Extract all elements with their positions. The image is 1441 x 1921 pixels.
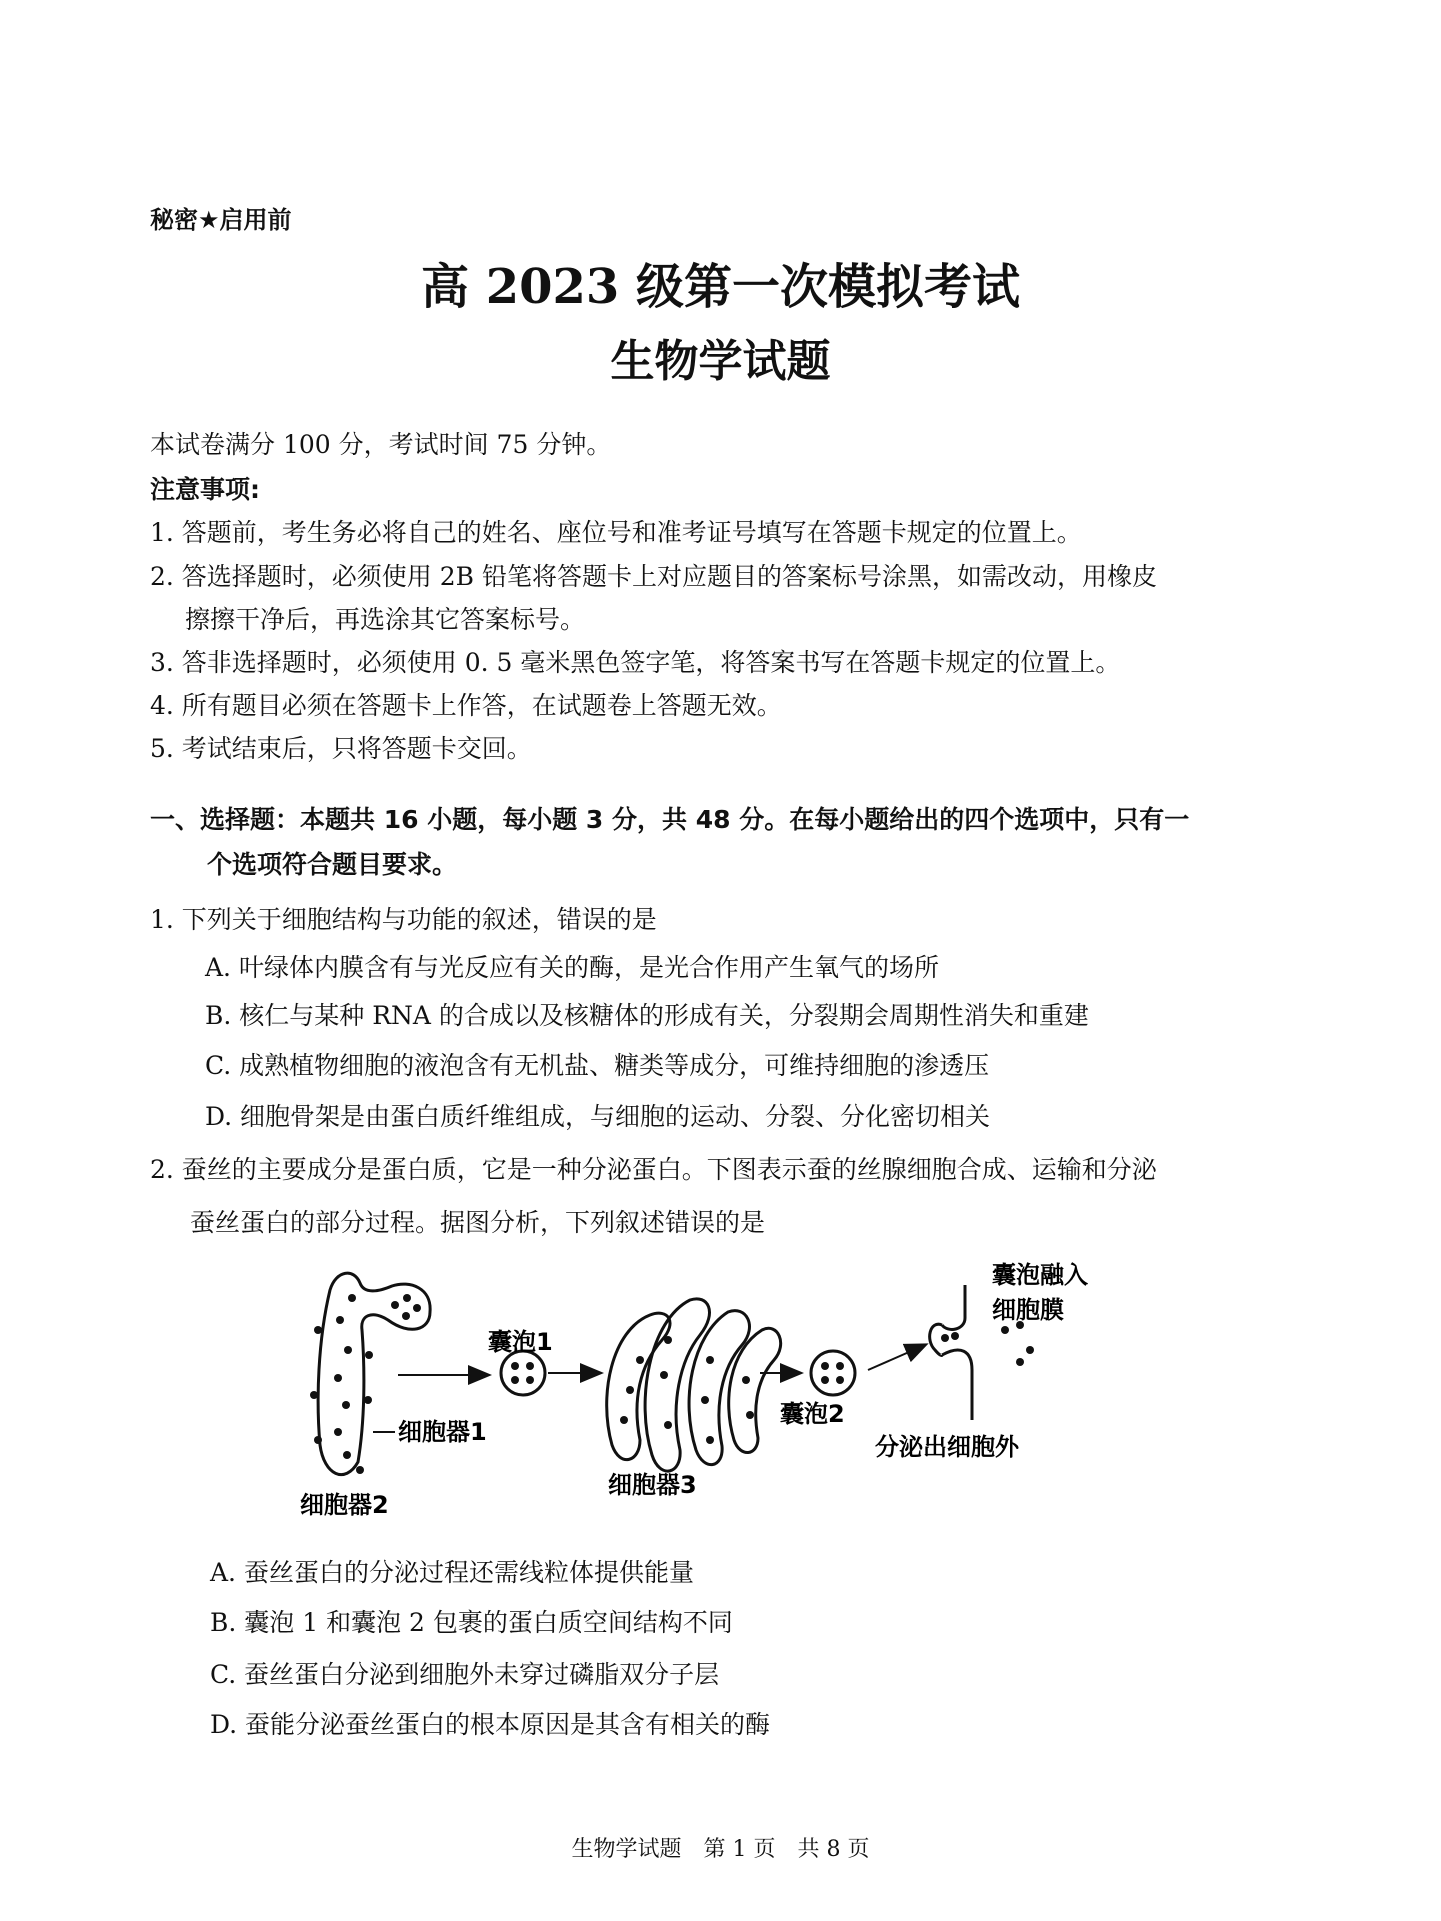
q2-option-a: A. 蚕丝蛋白的分泌过程还需线粒体提供能量 <box>210 1558 694 1587</box>
label-fuse-line-2: 细胞膜 <box>992 1296 1064 1324</box>
page-footer: 生物学试题 第 1 页 共 8 页 <box>571 1837 870 1862</box>
label-vesicle-1: 囊泡1 <box>488 1328 553 1356</box>
golgi-apparatus-shape <box>607 1299 781 1471</box>
vesicle-1-shape <box>501 1351 545 1395</box>
q1-option-b: B. 核仁与某种 RNA 的合成以及核糖体的形成有关，分裂期会周期性消失和重建 <box>205 1001 1089 1030</box>
question-2-stem-cont: 蚕丝蛋白的部分过程。据图分析，下列叙述错误的是 <box>190 1208 766 1237</box>
notice-item: 2. 答选择题时，必须使用 2B 铅笔将答题卡上对应题目的答案标号涂黑，如需改动，用橡皮 <box>150 562 1157 591</box>
cell-membrane-shape <box>930 1285 972 1420</box>
notice-item: 5. 考试结束后，只将答题卡交回。 <box>150 734 532 763</box>
label-organelle-1: 细胞器1 <box>398 1418 487 1446</box>
label-fuse-line-1: 囊泡融入 <box>992 1261 1088 1289</box>
q1-option-c: C. 成熟植物细胞的液泡含有无机盐、糖类等成分，可维持细胞的渗透压 <box>205 1051 990 1080</box>
exam-subtitle: 生物学试题 <box>610 336 831 387</box>
q2-option-d: D. 蚕能分泌蚕丝蛋白的根本原因是其含有相关的酶 <box>210 1710 771 1739</box>
exam-title: 高 2023 级第一次模拟考试 <box>420 259 1021 315</box>
label-secrete: 分泌出细胞外 <box>875 1433 1019 1461</box>
question-1-stem: 1. 下列关于细胞结构与功能的叙述，错误的是 <box>150 905 657 934</box>
notice-item: 1. 答题前，考生务必将自己的姓名、座位号和准考证号填写在答题卡规定的位置上。 <box>150 518 1082 547</box>
notice-item: 3. 答非选择题时，必须使用 0. 5 毫米黑色签字笔，将答案书写在答题卡规定的位置上。 <box>150 648 1121 677</box>
q2-option-b: B. 囊泡 1 和囊泡 2 包裹的蛋白质空间结构不同 <box>210 1608 733 1637</box>
q1-option-d: D. 细胞骨架是由蛋白质纤维组成，与细胞的运动、分裂、分化密切相关 <box>205 1102 991 1131</box>
question-2-stem: 2. 蚕丝的主要成分是蛋白质，它是一种分泌蛋白。下图表示蚕的丝腺细胞合成、运输和分泌 <box>150 1155 1157 1184</box>
vesicle-2-shape <box>811 1351 855 1395</box>
notice-item: 擦擦干净后，再选涂其它答案标号。 <box>185 605 586 634</box>
notice-heading: 注意事项: <box>150 475 260 504</box>
section-heading: 一、选择题：本题共 16 小题，每小题 3 分，共 48 分。在每小题给出的四个选项中，只有一 <box>150 805 1190 834</box>
label-organelle-2: 细胞器2 <box>300 1491 389 1519</box>
section-heading-cont: 个选项符合题目要求。 <box>207 850 458 879</box>
label-organelle-3: 细胞器3 <box>608 1471 697 1499</box>
label-vesicle-2: 囊泡2 <box>780 1400 845 1428</box>
secret-label: 秘密★启用前 <box>150 206 292 234</box>
q2-option-c: C. 蚕丝蛋白分泌到细胞外未穿过磷脂双分子层 <box>210 1660 720 1689</box>
notice-item: 4. 所有题目必须在答题卡上作答，在试题卷上答题无效。 <box>150 691 782 720</box>
q1-option-a: A. 叶绿体内膜含有与光反应有关的酶，是光合作用产生氧气的场所 <box>205 953 939 982</box>
score-time: 本试卷满分 100 分，考试时间 75 分钟。 <box>150 430 612 459</box>
